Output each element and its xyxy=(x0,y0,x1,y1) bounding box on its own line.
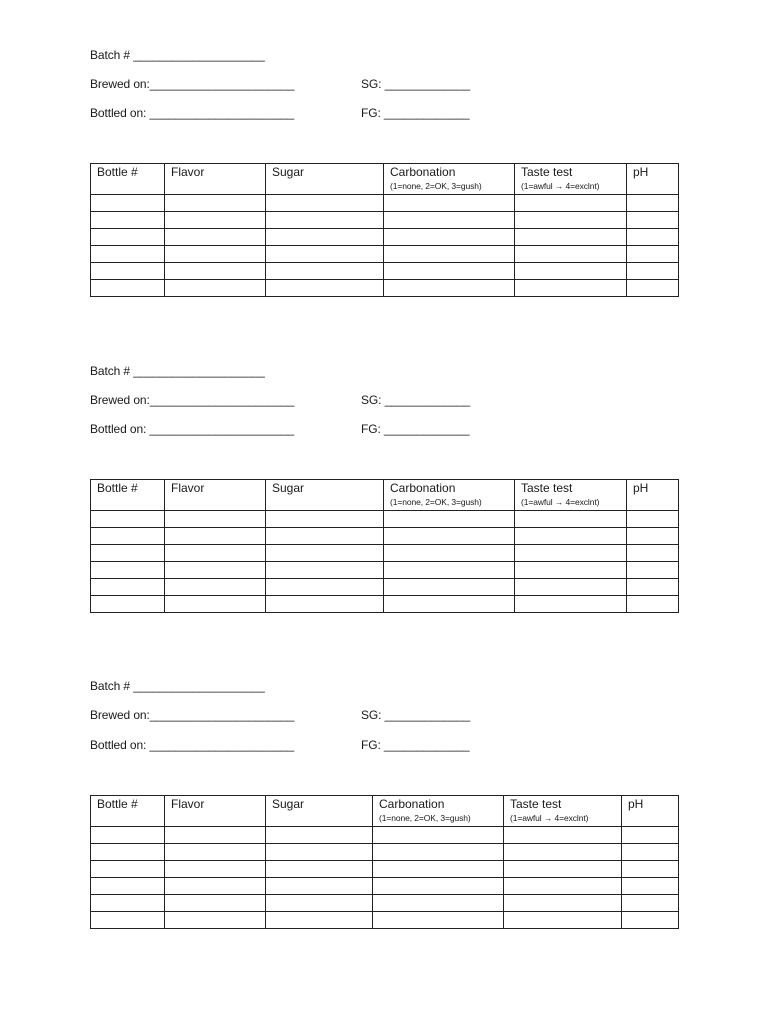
table-cell[interactable] xyxy=(266,596,384,613)
table-cell[interactable] xyxy=(266,528,384,545)
bottle-log-table xyxy=(90,163,679,297)
table-cell[interactable] xyxy=(627,596,679,613)
table-cell[interactable] xyxy=(165,844,266,861)
table-cell[interactable] xyxy=(165,195,266,212)
table-cell[interactable] xyxy=(627,511,679,528)
table-cell[interactable] xyxy=(165,878,266,895)
table-cell[interactable] xyxy=(266,280,384,297)
table-cell[interactable] xyxy=(266,263,384,280)
table-row xyxy=(91,579,679,596)
table-row xyxy=(91,596,679,613)
sg-field[interactable]: SG: _____________ xyxy=(361,708,471,722)
table-cell[interactable] xyxy=(91,229,165,246)
table-body xyxy=(91,511,679,613)
table-cell[interactable] xyxy=(384,545,515,562)
table-cell[interactable] xyxy=(91,596,165,613)
table-cell[interactable] xyxy=(515,280,627,297)
table-cell[interactable] xyxy=(373,912,504,929)
table-cell[interactable] xyxy=(266,912,373,929)
table-cell[interactable] xyxy=(515,229,627,246)
table-row xyxy=(91,212,679,229)
bottled-on-field[interactable]: Bottled on: ______________________ xyxy=(90,422,295,436)
bottled-on-field[interactable]: Bottled on: ______________________ xyxy=(90,106,295,120)
table-cell[interactable] xyxy=(515,596,627,613)
table-cell[interactable] xyxy=(266,246,384,263)
fg-field[interactable]: FG: _____________ xyxy=(361,422,470,436)
table-cell[interactable] xyxy=(165,596,266,613)
table-cell[interactable] xyxy=(515,562,627,579)
carbonation-scale-note: (1=none, 2=OK, 3=gush) xyxy=(390,497,482,507)
table-cell[interactable] xyxy=(91,511,165,528)
table-cell[interactable] xyxy=(627,246,679,263)
table-cell[interactable] xyxy=(165,861,266,878)
table-cell[interactable] xyxy=(504,827,622,844)
table-cell[interactable] xyxy=(384,263,515,280)
table-cell[interactable] xyxy=(515,246,627,263)
table-cell[interactable] xyxy=(627,229,679,246)
table-cell[interactable] xyxy=(622,827,679,844)
table-cell[interactable] xyxy=(515,528,627,545)
table-cell[interactable] xyxy=(384,229,515,246)
table-cell[interactable] xyxy=(266,229,384,246)
table-header-row xyxy=(91,796,679,827)
table-row xyxy=(91,528,679,545)
table-cell[interactable] xyxy=(504,878,622,895)
table-cell[interactable] xyxy=(627,212,679,229)
table-cell[interactable] xyxy=(627,280,679,297)
carbonation-scale-note: (1=none, 2=OK, 3=gush) xyxy=(379,813,471,823)
table-row xyxy=(91,827,679,844)
table-cell[interactable] xyxy=(373,844,504,861)
column-header-sugar: Sugar xyxy=(266,480,384,511)
column-header-sugar: Sugar xyxy=(266,796,373,827)
batch-number-field[interactable]: Batch # ____________________ xyxy=(90,364,265,378)
table-cell[interactable] xyxy=(91,212,165,229)
bottled-on-field[interactable]: Bottled on: ______________________ xyxy=(90,738,295,752)
table-cell[interactable] xyxy=(266,511,384,528)
carbonation-scale-note: (1=none, 2=OK, 3=gush) xyxy=(390,181,482,191)
table-cell[interactable] xyxy=(266,195,384,212)
table-cell[interactable] xyxy=(165,528,266,545)
table-cell[interactable] xyxy=(165,280,266,297)
table-cell[interactable] xyxy=(91,280,165,297)
table-cell[interactable] xyxy=(622,861,679,878)
table-cell[interactable] xyxy=(91,861,165,878)
column-header-flavor: Flavor xyxy=(165,480,266,511)
table-cell[interactable] xyxy=(165,263,266,280)
table-cell[interactable] xyxy=(91,895,165,912)
batch-number-field[interactable]: Batch # ____________________ xyxy=(90,48,265,62)
table-cell[interactable] xyxy=(91,195,165,212)
table-cell[interactable] xyxy=(165,246,266,263)
table-cell[interactable] xyxy=(266,212,384,229)
table-cell[interactable] xyxy=(622,878,679,895)
table-cell[interactable] xyxy=(266,545,384,562)
table-cell[interactable] xyxy=(266,562,384,579)
table-cell[interactable] xyxy=(91,827,165,844)
table-cell[interactable] xyxy=(384,562,515,579)
table-cell[interactable] xyxy=(504,895,622,912)
table-cell[interactable] xyxy=(622,895,679,912)
table-row xyxy=(91,844,679,861)
column-header-ph: pH xyxy=(627,164,679,195)
table-cell[interactable] xyxy=(384,511,515,528)
table-cell[interactable] xyxy=(165,212,266,229)
table-row xyxy=(91,545,679,562)
table-cell[interactable] xyxy=(165,827,266,844)
table-cell[interactable] xyxy=(384,579,515,596)
column-header-flavor: Flavor xyxy=(165,796,266,827)
table-row xyxy=(91,195,679,212)
column-header-ph: pH xyxy=(627,480,679,511)
table-cell[interactable] xyxy=(373,861,504,878)
taste-scale-note: (1=awful → 4=exclnt) xyxy=(521,181,600,191)
bottle-log-table xyxy=(90,479,679,613)
column-header-bottle: Bottle # xyxy=(91,480,165,511)
table-row xyxy=(91,263,679,280)
column-header-taste-test: Taste test (1=awful → 4=exclnt) xyxy=(515,480,627,511)
table-cell[interactable] xyxy=(165,545,266,562)
column-header-bottle: Bottle # xyxy=(91,796,165,827)
table-row xyxy=(91,861,679,878)
bottle-log-table xyxy=(90,795,679,929)
brewed-on-field[interactable]: Brewed on:______________________ xyxy=(90,708,295,722)
table-cell[interactable] xyxy=(504,912,622,929)
brewed-on-field[interactable]: Brewed on:______________________ xyxy=(90,77,295,91)
column-header-carbonation: Carbonation (1=none, 2=OK, 3=gush) xyxy=(384,164,515,195)
table-cell[interactable] xyxy=(627,528,679,545)
table-cell[interactable] xyxy=(622,912,679,929)
table-cell[interactable] xyxy=(165,912,266,929)
column-header-taste-test: Taste test (1=awful → 4=exclnt) xyxy=(504,796,622,827)
table-cell[interactable] xyxy=(91,878,165,895)
table-cell[interactable] xyxy=(384,195,515,212)
column-header-sugar: Sugar xyxy=(266,164,384,195)
table-cell[interactable] xyxy=(266,579,384,596)
table-cell[interactable] xyxy=(165,511,266,528)
table-row xyxy=(91,246,679,263)
table-cell[interactable] xyxy=(91,246,165,263)
column-header-carbonation: Carbonation (1=none, 2=OK, 3=gush) xyxy=(373,796,504,827)
table-row xyxy=(91,229,679,246)
table-row xyxy=(91,511,679,528)
table-cell[interactable] xyxy=(91,579,165,596)
table-header-row xyxy=(91,164,679,195)
table-header-row xyxy=(91,480,679,511)
table-cell[interactable] xyxy=(91,528,165,545)
table-row xyxy=(91,562,679,579)
table-body xyxy=(91,827,679,929)
table-cell[interactable] xyxy=(622,844,679,861)
table-cell[interactable] xyxy=(627,195,679,212)
table-cell[interactable] xyxy=(266,861,373,878)
table-cell[interactable] xyxy=(373,895,504,912)
table-cell[interactable] xyxy=(515,579,627,596)
table-cell[interactable] xyxy=(266,844,373,861)
table-row xyxy=(91,878,679,895)
table-cell[interactable] xyxy=(165,895,266,912)
table-cell[interactable] xyxy=(91,912,165,929)
sg-field[interactable]: SG: _____________ xyxy=(361,77,471,91)
table-cell[interactable] xyxy=(515,195,627,212)
table-row xyxy=(91,895,679,912)
table-cell[interactable] xyxy=(515,263,627,280)
table-row xyxy=(91,912,679,929)
table-cell[interactable] xyxy=(91,562,165,579)
table-cell[interactable] xyxy=(504,844,622,861)
table-cell[interactable] xyxy=(384,212,515,229)
table-cell[interactable] xyxy=(165,229,266,246)
fg-field[interactable]: FG: _____________ xyxy=(361,738,470,752)
brewed-on-field[interactable]: Brewed on:______________________ xyxy=(90,393,295,407)
table-cell[interactable] xyxy=(266,827,373,844)
table-body xyxy=(91,195,679,297)
table-cell[interactable] xyxy=(266,878,373,895)
table-cell[interactable] xyxy=(627,545,679,562)
table-cell[interactable] xyxy=(91,844,165,861)
table-cell[interactable] xyxy=(91,545,165,562)
table-cell[interactable] xyxy=(165,562,266,579)
table-row xyxy=(91,280,679,297)
table-cell[interactable] xyxy=(627,263,679,280)
table-cell[interactable] xyxy=(627,579,679,596)
table-cell[interactable] xyxy=(627,562,679,579)
table-cell[interactable] xyxy=(373,827,504,844)
table-cell[interactable] xyxy=(373,878,504,895)
table-cell[interactable] xyxy=(384,246,515,263)
table-cell[interactable] xyxy=(384,280,515,297)
table-cell[interactable] xyxy=(91,263,165,280)
table-cell[interactable] xyxy=(515,511,627,528)
table-cell[interactable] xyxy=(515,212,627,229)
fg-field[interactable]: FG: _____________ xyxy=(361,106,470,120)
column-header-bottle: Bottle # xyxy=(91,164,165,195)
column-header-flavor: Flavor xyxy=(165,164,266,195)
column-header-taste-test: Taste test (1=awful → 4=exclnt) xyxy=(515,164,627,195)
sg-field[interactable]: SG: _____________ xyxy=(361,393,471,407)
batch-number-field[interactable]: Batch # ____________________ xyxy=(90,679,265,693)
table-cell[interactable] xyxy=(384,596,515,613)
table-cell[interactable] xyxy=(504,861,622,878)
table-cell[interactable] xyxy=(165,579,266,596)
table-cell[interactable] xyxy=(384,528,515,545)
column-header-ph: pH xyxy=(622,796,679,827)
taste-scale-note: (1=awful → 4=exclnt) xyxy=(510,813,589,823)
taste-scale-note: (1=awful → 4=exclnt) xyxy=(521,497,600,507)
table-cell[interactable] xyxy=(266,895,373,912)
table-cell[interactable] xyxy=(515,545,627,562)
column-header-carbonation: Carbonation (1=none, 2=OK, 3=gush) xyxy=(384,480,515,511)
